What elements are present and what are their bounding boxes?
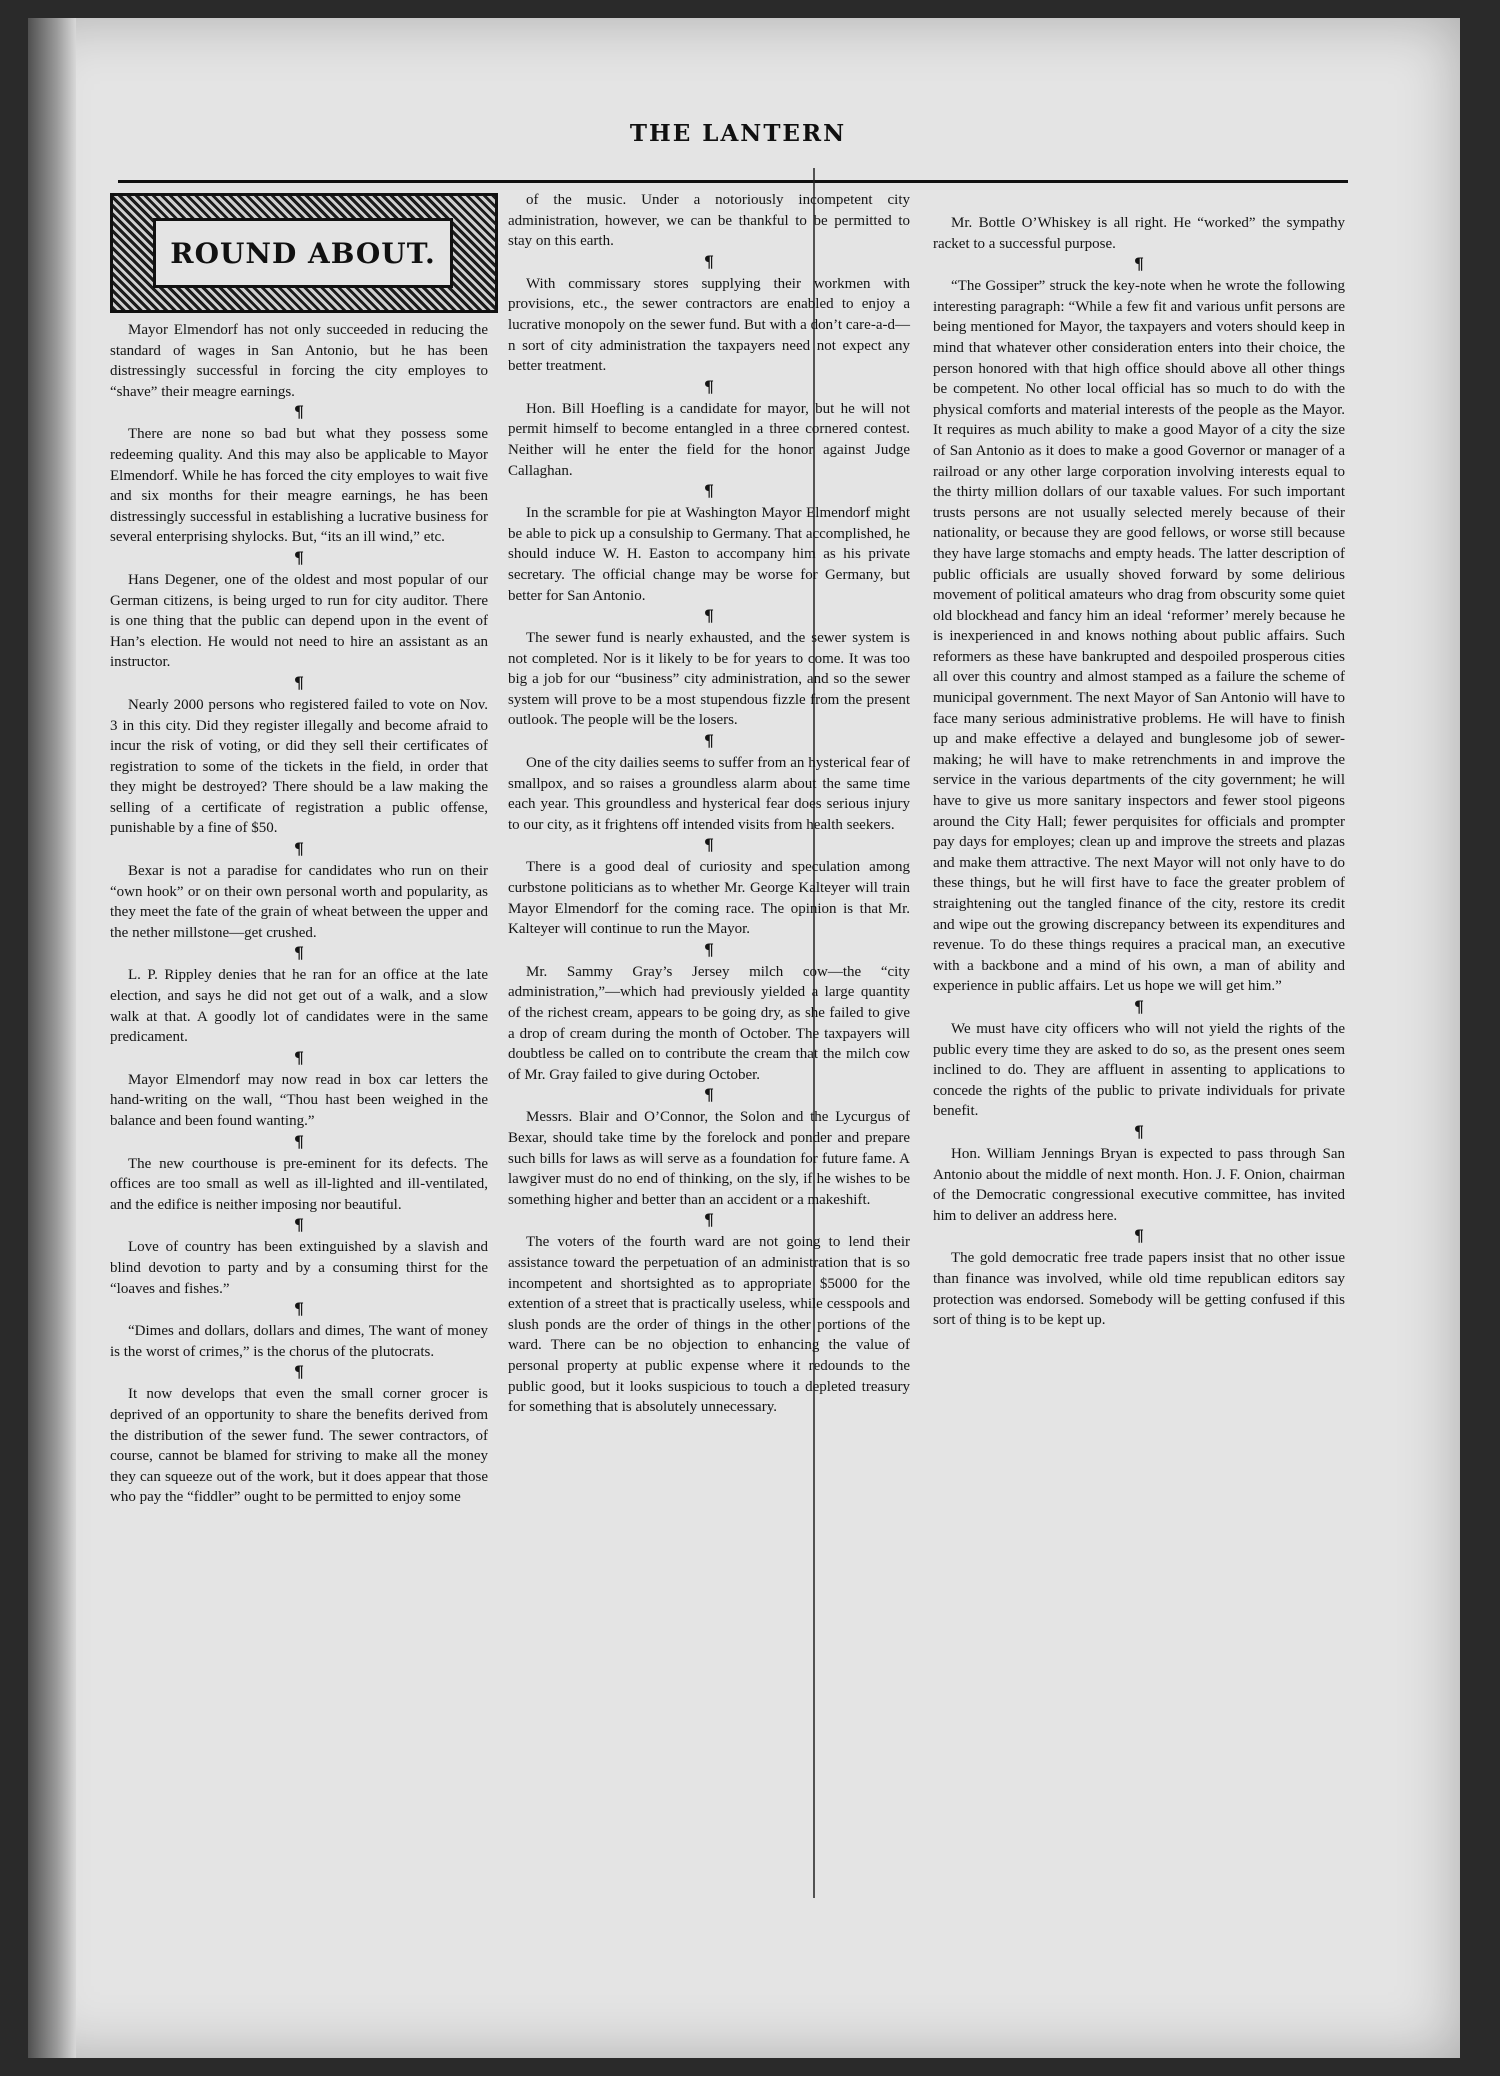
article-paragraph: Messrs. Blair and O’Connor, the Solon and the Lycurgus of Bexar, should take time by the forelock and ponder and prepare such bills for laws as will serve as a foundation for future fame. A lawgiver must do no end of thinking, on the sly, if he wishes to be something higher and better than an accident or a makeshift.	[508, 1109, 910, 1208]
article-paragraph: “The Gossiper” struck the key-note when he wrote the following interesting paragraph: “While a few fit and various unfit persons are being mentioned for Mayor, the taxpayers and voters should keep in mind that whatever other consideration enters into their choice, the person honored with that high office should above all other things be competent. No other local official has so much to do with the physical comforts and material interests of the people as the Mayor. It requires as much ability to make a good Mayor of a city the size of San Antonio as it does to make a good Governor or manager of a railroad or any other large corporation involving interests equal to the thirty million dollars of our taxable values. For such important trusts persons are not usually selected merely because of their nationality, or because they are good fellows, or worse still because they have large stomachs and empty heads. The latter description of public officials are usually shoved forward by some delirious movement of political amateurs who drag from obscurity some quiet old blockhead and fancy him an ideal ‘reformer’ merely because he is inexperienced in and knows nothing about public affairs. Such reformers as these have bankrupted and despoiled prosperous cities all over this country and almost stamped as a failure the scheme of municipal government. The next Mayor of San Antonio will have to face many serious administrative problems. He will have to finish up and make effective a delayed and bunglesome job of sewer-making; he will have to make retrenchments in and improve the service in the various departments of the city government; he will have to give us more sanitary inspectors and fewer stool pigeons around the City Hall; fewer perquisites for officials and prompter pay days for employes; clean up and improve the streets and plazas and make them attractive. The next Mayor will not only have to do these things, but he will first have to face the greater problem of straightening out the tangled finance of the city, restore its credit and wipe out the growing discrepancy between its expenditures and revenue. To do these things requires a pracical man, an executive with a backbone and a mind of his own, a man of ability and experience in public affairs. Let us hope we will get him.”	[933, 278, 1345, 995]
article-paragraph: Love of country has been extinguished by a slavish and blind devotion to party and by a consuming thirst for the “loaves and fishes.”	[110, 1239, 488, 1297]
article-paragraph: “Dimes and dollars, dollars and dimes, The want of money is the worst of crimes,” is the chorus of the plutocrats.	[110, 1323, 488, 1360]
article-paragraph: Hon. William Jennings Bryan is expected to pass through San Antonio about the middle of next month. Hon. J. F. Onion, chairman of the Democratic congressional executive committee, has invited him to deliver an address here.	[933, 1145, 1345, 1224]
article-paragraph: Bexar is not a paradise for candidates who run on their “own hook” or on their own personal worth and popularity, as they meet the fate of the grain of wheat between the upper and the nether millstone—get crushed.	[110, 863, 488, 941]
article-paragraph: There is a good deal of curiosity and speculation among curbstone politicians as to whether Mr. George Kalteyer will train Mayor Elmendorf for the coming race. The opinion is that Mr. Kalteyer will continue to run the Mayor.	[508, 859, 910, 938]
paragraph-separator: ¶	[1133, 1226, 1145, 1246]
article-paragraph: Mr. Bottle O’Whiskey is all right. He “worked” the sympathy racket to a successful purpose.	[933, 215, 1345, 252]
article-paragraph: With commissary stores supplying their workmen with provisions, etc., the sewer contractors are enabled to enjoy a lucrative monopoly on the sewer fund. But with a don’t care-a-d—n sort of city administration the taxpayers need not expect any better treatment.	[508, 275, 910, 375]
article-paragraph: Mayor Elmendorf has not only succeeded in reducing the standard of wages in San Antonio, but he has been distressingly successful in forcing the city employes to “shave” their meagre earnings.	[110, 322, 488, 400]
paragraph-separator: ¶	[293, 1362, 305, 1382]
article-paragraph: The voters of the fourth ward are not going to lend their assistance toward the perpetuation of an administration that is so incompetent and shortsighted as to appropriate $5000 for the extention of a street that is practically useless, while cesspools and slush ponds are the order of things in the other portions of the ward. There can be no objection to enhancing the value of personal property at public expense where it redounds to the public good, but it looks suspicious to touch a depleted treasury for something that is absolutely unnecessary.	[508, 1234, 910, 1416]
paragraph-separator: ¶	[293, 1047, 305, 1067]
paragraph-separator: ¶	[293, 672, 305, 692]
masthead: THE LANTERN	[629, 120, 847, 147]
article-paragraph: There are none so bad but what they possess some redeeming quality. And this may also be applicable to Mayor Elmendorf. While he has forced the city employes to wait five and six months for their meagre earnings, he has been distressingly successful in establishing a lucrative business for several enterprising shylocks. But, “its an ill wind,” etc.	[110, 426, 488, 546]
paragraph-separator: ¶	[703, 481, 715, 501]
paragraph-separator: ¶	[703, 939, 715, 959]
article-paragraph: One of the city dailies seems to suffer from an hysterical fear of smallpox, and so raises a groundless alarm about the same time each year. This groundless and hysterical fear does serious injury to our city, as it frightens off intended visits from health seekers.	[508, 755, 910, 833]
paragraph-separator: ¶	[293, 839, 305, 859]
paragraph-separator: ¶	[1133, 1121, 1145, 1141]
article-paragraph: Hans Degener, one of the oldest and most popular of our German citizens, is being urged to run for city auditor. There is one thing that the public can depend upon in the event of Han’s election. He would not need to hire an assistant as an instructor.	[110, 571, 488, 671]
article-paragraph: of the music. Under a notoriously incompetent city administration, however, we can be thankful to be permitted to stay on this earth.	[508, 192, 910, 250]
article-paragraph: Mayor Elmendorf may now read in box car letters the hand-writing on the wall, “Thou hast been weighed in the balance and been found wanting.”	[110, 1071, 488, 1129]
paragraph-separator: ¶	[293, 943, 305, 963]
paragraph-separator: ¶	[1133, 254, 1145, 274]
article-paragraph: We must have city officers who will not yield the rights of the public every time they are asked to do so, as the present ones seem inclined to do. They are affluent in assenting to applications to concede the rights of the public to private individuals for private benefit.	[933, 1020, 1345, 1120]
section-banner	[110, 193, 498, 313]
article-paragraph: Hon. Bill Hoefling is a candidate for mayor, but he will not permit himself to become entangled in a three cornered contest. Neither will he enter the field for the honor against Judge Callaghan.	[508, 400, 910, 479]
article-paragraph: The gold democratic free trade papers insist that no other issue than finance was involved, while old time republican editors say protection was endorsed. Somebody will be getting confused if this sort of thing is to be kept up.	[933, 1250, 1345, 1329]
paragraph-separator: ¶	[293, 1131, 305, 1151]
paragraph-separator: ¶	[703, 731, 715, 751]
article-paragraph: The new courthouse is pre-eminent for its defects. The offices are too small as well as ill-lighted and ill-ventilated, and the edifice is neither imposing nor beautiful.	[110, 1155, 488, 1213]
article-paragraph: Mr. Sammy Gray’s Jersey milch cow—the “city administration,”—which had previously yielded a large quantity of the richest cream, appears to be going dry, as she failed to give a drop of cream during the month of October. The taxpayers will doubtless be called on to contribute the cream that the milch cow of Mr. Gray failed to give during October.	[508, 963, 910, 1083]
article-paragraph: The sewer fund is nearly exhausted, and the sewer system is not completed. Nor is it likely to be for years to come. It was too big a job for our “business” city administration, and so the sewer system will prove to be a most stupendous fizzle from the present outlook. The people will be the losers.	[508, 630, 910, 729]
paragraph-separator: ¶	[703, 835, 715, 855]
article-paragraph: L. P. Rippley denies that he ran for an office at the late election, and says he did not get out of a walk, and a slow walk at that. A goodly lot of candidates were in the same predicament.	[110, 967, 488, 1046]
paragraph-separator: ¶	[703, 251, 715, 271]
paragraph-separator: ¶	[703, 1085, 715, 1105]
page-gutter	[28, 18, 76, 2058]
paragraph-separator: ¶	[703, 376, 715, 396]
newspaper-page	[28, 18, 1460, 2058]
section-banner-frame	[153, 218, 453, 288]
paragraph-separator: ¶	[293, 1299, 305, 1319]
paragraph-separator: ¶	[703, 606, 715, 626]
section-title: ROUND ABOUT.	[170, 236, 436, 270]
article-paragraph: It now develops that even the small corner grocer is deprived of an opportunity to share the benefits derived from the distribution of the sewer fund. The sewer contractors, of course, cannot be blamed for striving to make all the money they can squeeze out of the work, but it does appear that those who pay the “fiddler” ought to be permitted to enjoy some	[110, 1386, 488, 1506]
column-2	[508, 190, 910, 1418]
column-1	[110, 320, 488, 1508]
article-paragraph: In the scramble for pie at Washington Mayor Elmendorf might be able to pick up a consulship to Germany. That accomplished, he should induce W. H. Easton to accompany him as his private secretary. The official change may be worse for Germany, but better for San Antonio.	[508, 505, 910, 604]
paragraph-separator: ¶	[703, 1210, 715, 1230]
paragraph-separator: ¶	[293, 1215, 305, 1235]
paragraph-separator: ¶	[1133, 996, 1145, 1016]
column-3	[933, 213, 1345, 1331]
paragraph-separator: ¶	[293, 547, 305, 567]
article-paragraph: Nearly 2000 persons who registered failed to vote on Nov. 3 in this city. Did they register illegally and become afraid to incur the risk of voting, or did they sell their certificates of registration to some of the tickets in the field, in order that they might be destroyed? There should be a law making the selling of a certificate of registration a public offense, punishable by a fine of $50.	[110, 696, 488, 837]
paragraph-separator: ¶	[293, 402, 305, 422]
header-rule	[118, 180, 1348, 183]
